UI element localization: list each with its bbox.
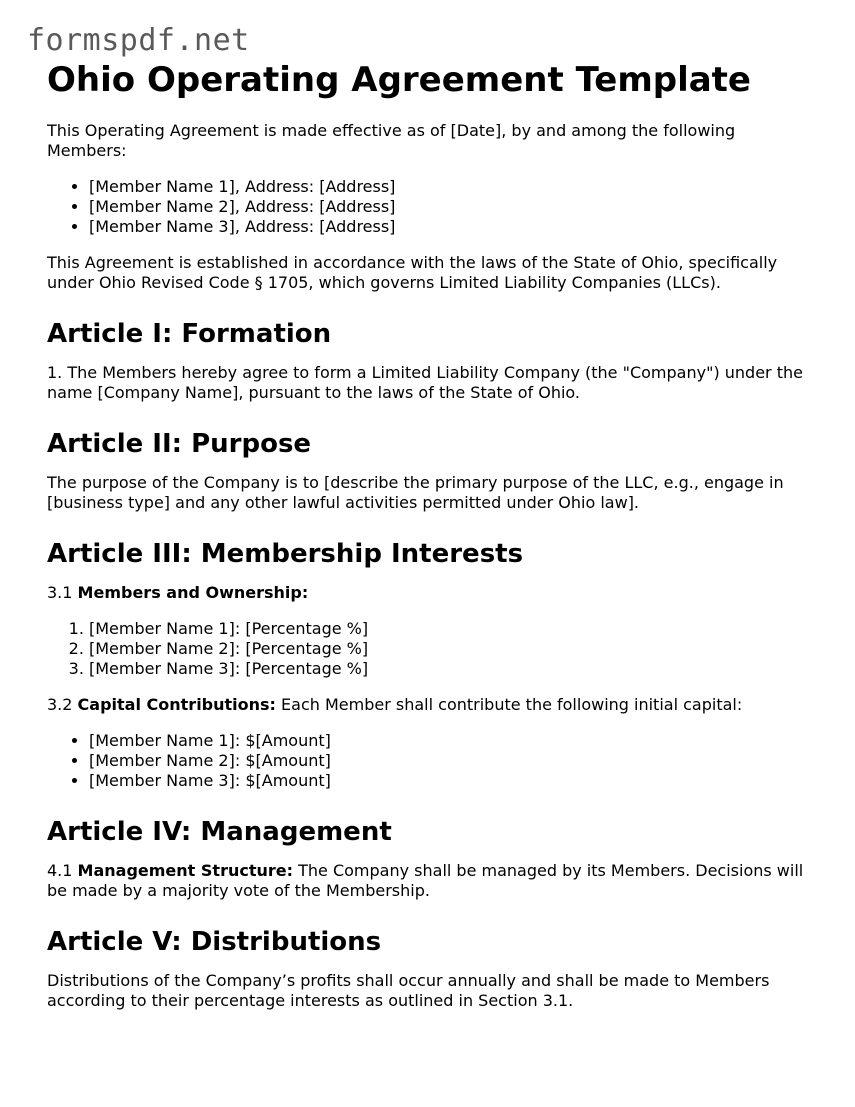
document-title: Ohio Operating Agreement Template xyxy=(47,60,751,100)
list-item: • [Member Name 2], Address: [Address] xyxy=(89,197,817,217)
article-5-text: Distributions of the Company’s profits shall occur annually and shall be made to Members according to their percentage interests as outlined in Section 3.1. xyxy=(47,971,770,1010)
section-number: 4.1 xyxy=(47,861,73,880)
article-1-text: 1. The Members hereby agree to form a Limited Liability Company (the "Company") under the name [Company Name], pursuant to the laws of the State of Ohio. xyxy=(47,363,803,402)
list-item: 2. [Member Name 2]: [Percentage %] xyxy=(89,639,817,659)
list-item: • [Member Name 1], Address: [Address] xyxy=(89,177,817,197)
section-number: 3.2 xyxy=(47,695,73,714)
watermark-text: formspdf.net xyxy=(27,23,250,58)
section-4-1 xyxy=(47,861,817,901)
section-3-2 xyxy=(47,695,817,715)
list-item: • [Member Name 3]: $[Amount] xyxy=(89,771,817,791)
article-2-text: The purpose of the Company is to [describe the primary purpose of the LLC, e.g., engage in [business type] and any other lawful activities permitted under Ohio law]. xyxy=(47,473,784,512)
section-3-1 xyxy=(47,583,817,603)
article-5-heading: Article V: Distributions xyxy=(47,927,382,957)
section-title: Members and Ownership: xyxy=(77,583,309,602)
article-2-heading: Article II: Purpose xyxy=(47,429,312,459)
list-item: 1. [Member Name 1]: [Percentage %] xyxy=(89,619,817,639)
section-number: 3.1 xyxy=(47,583,73,602)
list-item: • [Member Name 3], Address: [Address] xyxy=(89,217,817,237)
member-address-list xyxy=(47,177,817,237)
document-body xyxy=(47,60,817,1027)
ownership-list xyxy=(47,619,817,679)
contribution-list xyxy=(47,731,817,791)
list-item: • [Member Name 1]: $[Amount] xyxy=(89,731,817,751)
list-item: 3. [Member Name 3]: [Percentage %] xyxy=(89,659,817,679)
section-title: Management Structure: xyxy=(77,861,294,880)
section-text: Each Member shall contribute the following initial capital: xyxy=(281,695,743,714)
governing-law-paragraph: This Agreement is established in accordance with the laws of the State of Ohio, specifically under Ohio Revised Code § 1705, which governs Limited Liability Companies (LLCs). xyxy=(47,253,778,292)
section-text: The Company shall be managed by its Members. Decisions will be made by a majority vote of the Membership. xyxy=(47,861,804,900)
section-title: Capital Contributions: xyxy=(77,695,276,714)
article-3-heading: Article III: Membership Interests xyxy=(47,539,524,569)
article-4-heading: Article IV: Management xyxy=(47,817,392,847)
article-1-heading: Article I: Formation xyxy=(47,319,332,349)
list-item: • [Member Name 2]: $[Amount] xyxy=(89,751,817,771)
intro-paragraph: This Operating Agreement is made effective as of [Date], by and among the following Members: xyxy=(47,121,736,160)
